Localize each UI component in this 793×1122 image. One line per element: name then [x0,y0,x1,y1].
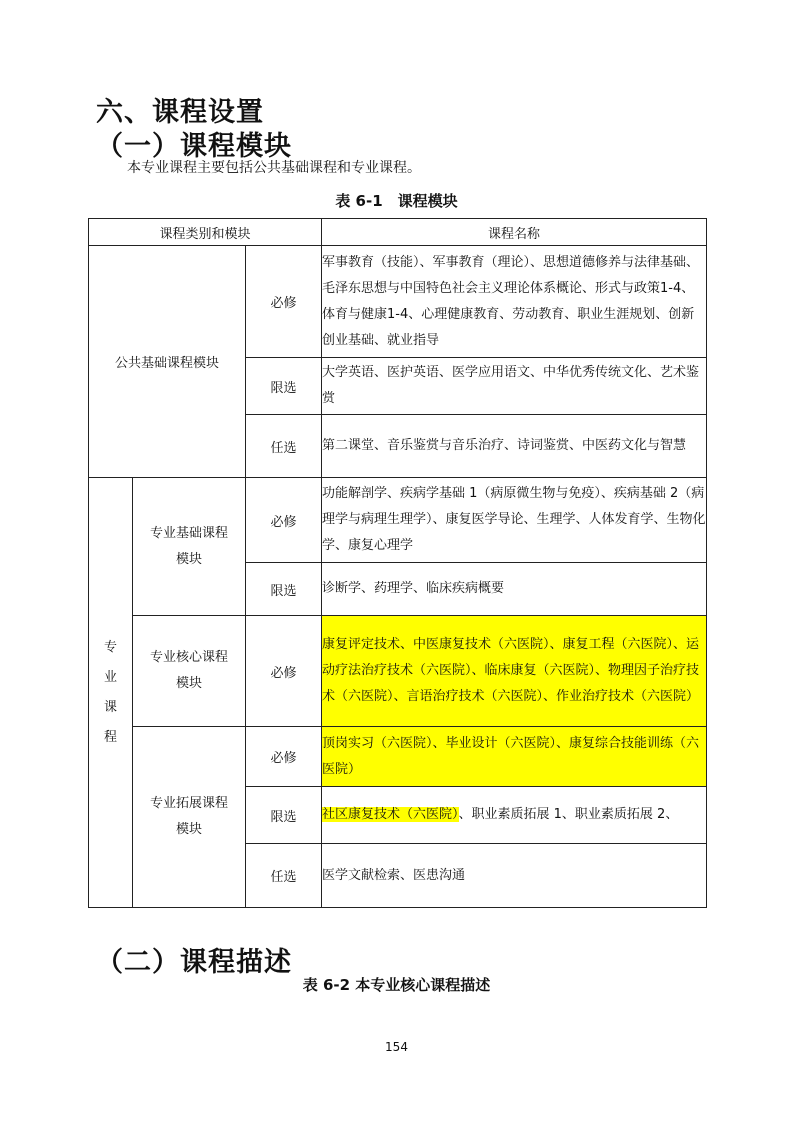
page-number: 154 [385,1040,408,1054]
public-module-label: 公共基础课程模块 [89,246,246,478]
intro-paragraph: 本专业课程主要包括公共基础课程和专业课程。 [127,160,421,176]
type-required: 必修 [246,616,322,727]
foundation-limited-courses: 诊断学、药理学、临床疾病概要 [322,563,707,616]
highlighted-course: 社区康复技术（六医院） [322,807,459,822]
extension-optional-courses: 医学文献检索、医患沟通 [322,844,707,908]
public-limited-courses: 大学英语、医护英语、医学应用语文、中华优秀传统文化、艺术鉴赏 [322,358,707,415]
public-required-courses: 军事教育（技能）、军事教育（理论）、思想道德修养与法律基础、毛泽东思想与中国特色社会主义理论体系概论、形式与政策1-4、体育与健康1-4、心理健康教育、劳动教育、职业生涯规划、创新创业基础、就业指导 [322,246,707,358]
header-category: 课程类别和模块 [89,219,322,246]
extension-limited-rest: 、职业素质拓展 1、职业素质拓展 2、 [458,807,679,822]
public-optional-courses: 第二课堂、音乐鉴赏与音乐治疗、诗词鉴赏、中医药文化与智慧 [322,415,707,478]
table-caption-6-1: 表 6-1 课程模块 [335,192,458,210]
table-row [89,246,707,358]
table-caption-6-2: 表 6-2 本专业核心课程描述 [302,976,491,994]
type-required: 必修 [246,727,322,787]
table-row [89,727,707,787]
header-course-name: 课程名称 [322,219,707,246]
extension-limited-courses [322,787,707,844]
type-limited: 限选 [246,787,322,844]
extension-required-courses: 顶岗实习（六医院）、毕业设计（六医院）、康复综合技能训练（六医院） [322,727,707,787]
major-extension-label: 专业拓展课程模块 [133,727,246,908]
major-core-label: 专业核心课程模块 [133,616,246,727]
table-row [89,478,707,563]
major-courses-vertical-text: 专业课程 [103,639,117,745]
foundation-required-courses: 功能解剖学、疾病学基础 1（病原微生物与免疫）、疾病基础 2（病理学与病理生理学）、康复医学导论、生理学、人体发育学、生物化学、康复心理学 [322,478,707,563]
type-limited: 限选 [246,563,322,616]
type-required: 必修 [246,478,322,563]
major-courses-label [89,478,133,908]
type-optional: 任选 [246,415,322,478]
course-module-table [88,218,707,908]
table-row [89,616,707,727]
type-optional: 任选 [246,844,322,908]
type-required: 必修 [246,246,322,358]
section-heading: 六、课程设置 [96,97,264,128]
table-header-row [89,219,707,246]
subsection-heading-description: （二）课程描述 [96,947,292,978]
subsection-heading-modules: （一）课程模块 [96,131,292,162]
major-foundation-label: 专业基础课程模块 [133,478,246,616]
core-required-courses: 康复评定技术、中医康复技术（六医院）、康复工程（六医院）、运动疗法治疗技术（六医院）、临床康复（六医院）、物理因子治疗技术（六医院）、言语治疗技术（六医院）、作业治疗技术（六医院） [322,616,707,727]
type-limited: 限选 [246,358,322,415]
